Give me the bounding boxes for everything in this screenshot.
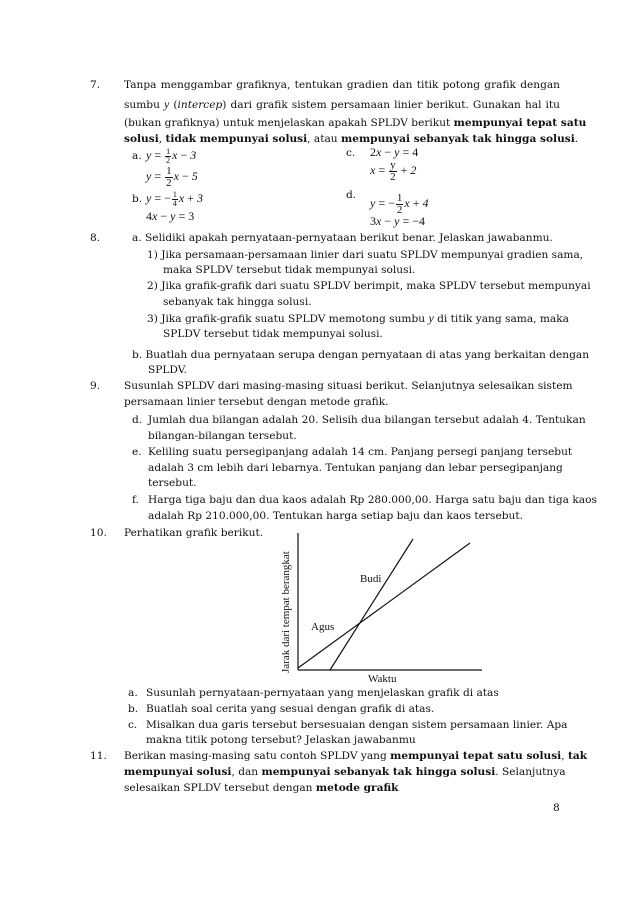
page-number: 8 xyxy=(553,802,560,814)
q10-graph xyxy=(270,525,490,685)
q9-line-1: Susunlah SPLDV dari masing-masing situasi berikut. Selanjutnya selesaikan sistem xyxy=(124,380,573,392)
q7-option-d-label: d. xyxy=(346,189,357,201)
q8-item-3: 3) Jika grafik-grafik suatu SPLDV memotong sumbu y di titik yang sama, maka xyxy=(147,311,569,325)
q10-intro: Perhatikan grafik berikut. xyxy=(124,527,264,539)
q10-c-line-2: makna titik potong tersebut? Jelaskan jawabanmu xyxy=(146,734,416,746)
q8-item-3-cont: SPLDV tersebut tidak mempunyai solusi. xyxy=(163,328,383,340)
q8-item-2: 2) Jika grafik-grafik dari suatu SPLDV berimpit, maka SPLDV tersebut mempunyai xyxy=(147,280,591,292)
q8-part-a: a. Selidiki apakah pernyataan-pernyataan berikut benar. Jelaskan jawabanmu. xyxy=(132,232,553,244)
q7-line-1: Tanpa menggambar grafiknya, tentukan gradien dan titik potong grafik dengan xyxy=(124,79,560,91)
q9-number: 9. xyxy=(90,380,101,392)
q9-d-line-2: bilangan-bilangan tersebut. xyxy=(148,430,297,442)
q10-b-text: Buatlah soal cerita yang sesuai dengan grafik di atas. xyxy=(146,703,435,715)
q8-item-1-cont: maka SPLDV tersebut tidak mempunyai solusi. xyxy=(163,264,416,276)
q10-b-label: b. xyxy=(128,703,139,715)
q8-item-1: 1) Jika persamaan-persamaan linier dari suatu SPLDV mempunyai gradien sama, xyxy=(147,249,584,261)
q8-part-b-cont: SPLDV. xyxy=(148,364,187,376)
graph-label-budi: Budi xyxy=(360,573,382,585)
q7-option-a-eq2: y = $\frac{1}{2}$ x − 5 xyxy=(146,164,198,189)
q8-item-2-cont: sebanyak tak hingga solusi. xyxy=(163,296,312,308)
q7-option-d-eq1: y = − $\frac{1}{2}$ x + 4 xyxy=(370,191,429,216)
q10-a-label: a. xyxy=(128,687,138,699)
graph-label-agus: Agus xyxy=(311,621,335,633)
q10-c-label: c. xyxy=(128,719,138,731)
graph-line-agus xyxy=(298,543,470,668)
q7-line-4: solusi, tidak mempunyai solusi, atau mempunyai sebanyak tak hingga solusi. xyxy=(124,133,579,145)
q7-option-b-eq2: 4x − y = 3 xyxy=(146,209,195,223)
q7-number: 7. xyxy=(90,79,101,91)
q9-d-label: d. xyxy=(132,414,143,426)
q10-c-line-1: Misalkan dua garis tersebut bersesuaian dengan sistem persamaan linier. Apa xyxy=(146,719,568,731)
q9-f-label: f. xyxy=(132,494,139,506)
q11-number: 11. xyxy=(90,750,107,762)
q9-e-label: e. xyxy=(132,446,142,458)
q11-line-2: mempunyai solusi, dan mempunyai sebanyak tak hingga solusi. Selanjutnya xyxy=(124,766,566,778)
graph-xlabel: Waktu xyxy=(368,673,397,685)
q7-option-c-eq2: x = $\frac{y}{2}$ + 2 xyxy=(370,158,417,183)
q7-option-c-eq1: 2x − y = 4 xyxy=(370,145,419,159)
q11-line-1: Berikan masing-masing satu contoh SPLDV yang mempunyai tepat satu solusi, tak xyxy=(124,750,588,762)
q8-number: 8. xyxy=(90,232,101,244)
q9-line-2: persamaan linier tersebut dengan metode grafik. xyxy=(124,396,389,408)
q7-option-a-label: a. xyxy=(132,150,142,162)
q9-f-line-1: Harga tiga baju dan dua kaos adalah Rp 280.000,00. Harga satu baju dan tiga kaos xyxy=(148,494,597,506)
q7-option-a-eq1: y = $\frac{1}{2}$ x − 3 xyxy=(146,146,197,165)
q7-line-3: (bukan grafiknya) untuk menjelaskan apakah SPLDV berikut mempunyai tepat satu xyxy=(124,117,587,129)
q7-option-d-eq2: 3x − y = −4 xyxy=(370,214,425,228)
q7-option-b-eq1: y = − $\frac{1}{4}$ x + 3 xyxy=(146,189,203,208)
q9-e-line-1: Keliling suatu persegipanjang adalah 14 cm. Panjang persegi panjang tersebut xyxy=(148,446,573,458)
q10-a-text: Susunlah pernyataan-pernyataan yang menjelaskan grafik di atas xyxy=(146,687,499,699)
q9-f-line-2: adalah Rp 210.000,00. Tentukan harga setiap baju dan kaos tersebut. xyxy=(148,510,523,522)
q9-e-line-3: tersebut. xyxy=(148,477,197,489)
q9-e-line-2: adalah 3 cm lebih dari lebarnya. Tentukan panjang dan lebar persegipanjang xyxy=(148,462,563,474)
q8-part-b: b. Buatlah dua pernyataan serupa dengan pernyataan di atas yang berkaitan dengan xyxy=(132,349,590,361)
q7-line-2: sumbu y (intercep) dari grafik sistem persamaan linier berikut. Gunakan hal itu xyxy=(124,97,560,111)
q11-line-3: selesaikan SPLDV tersebut dengan metode grafik xyxy=(124,782,399,794)
q7-option-b-label: b. xyxy=(132,193,143,205)
q10-number: 10. xyxy=(90,527,107,539)
graph-ylabel: Jarak dari tempat berangkat xyxy=(280,551,292,673)
graph-line-budi xyxy=(330,539,413,670)
q7-option-c-label: c. xyxy=(346,147,356,159)
q9-d-line-1: Jumlah dua bilangan adalah 20. Selisih dua bilangan tersebut adalah 4. Tentukan xyxy=(148,414,586,426)
